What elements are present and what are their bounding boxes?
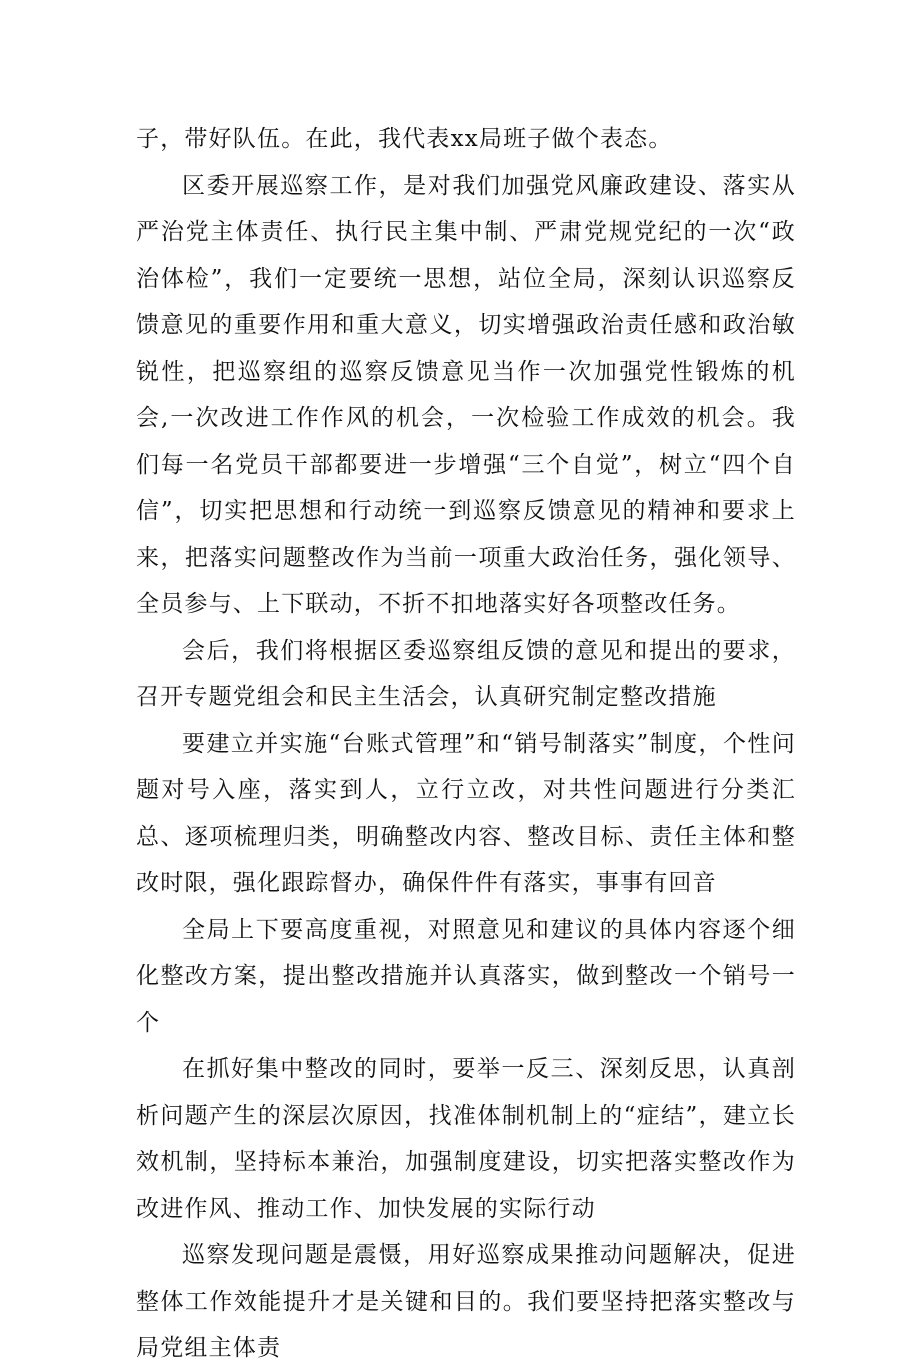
document-body [136,116,796,1372]
paragraph-5: 全局上下要高度重视，对照意见和建议的具体内容逐个细化整改方案，提出整改措施并认真落实，做到整改一个销号一个 [136,916,796,1036]
paragraph-6: 在抓好集中整改的同时，要举一反三、深刻反思，认真剖析问题产生的深层次原因，找准体制机制上的“症结”，建立长效机制，坚持标本兼治，加强制度建设，切实把落实整改作为改进作风、推动工作、加快发展的实际行动 [136,1056,796,1222]
paragraph-4: 要建立并实施“台账式管理”和“销号制落实”制度，个性问题对号入座，落实到人，立行立改，对共性问题进行分类汇总、逐项梳理归类，明确整改内容、整改目标、责任主体和整改时限，强化跟踪督办，确保件件有落实，事事有回音 [136,730,796,896]
paragraph-3: 会后，我们将根据区委巡察组反馈的意见和提出的要求，召开专题党组会和民主生活会，认真研究制定整改措施 [136,637,796,710]
paragraph-1: 子，带好队伍。在此，我代表xx局班子做个表态。 [136,126,673,152]
paragraph-7: 巡察发现问题是震慑，用好巡察成果推动问题解决，促进整体工作效能提升才是关键和目的。我们要坚持把落实整改与局党组主体责 [136,1242,796,1361]
paragraph-2: 区委开展巡察工作，是对我们加强党风廉政建设、落实从严治党主体责任、执行民主集中制、严肃党规党纪的一次“政治体检”，我们一定要统一思想，站位全局，深刻认识巡察反馈意见的重要作用和重大意义，切实增强政治责任感和政治敏锐性，把巡察组的巡察反馈意见当作一次加强党性锻炼的机会,一次改进工作作风的机会，一次检验工作成效的机会。我们每一名党员干部都要进一步增强“三个自觉”，树立“四个自信”，切实把思想和行动统一到巡察反馈意见的精神和要求上来，把落实问题整改作为当前一项重大政治任务，强化领导、全员参与、上下联动，不折不扣地落实好各项整改任务。 [136,172,796,617]
